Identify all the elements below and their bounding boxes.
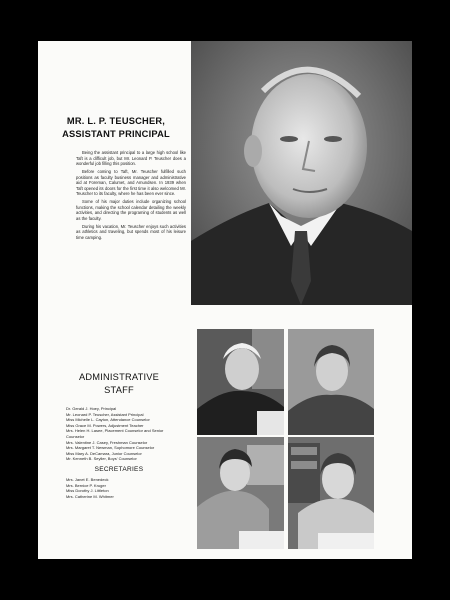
staff-list-item: Counselor xyxy=(66,433,85,439)
staff-list-item: Miss Grace M. Powers, Adjustment Teacher xyxy=(66,422,144,428)
admin-title-line2: STAFF xyxy=(104,385,134,395)
secretary-list-item: Mrs. Catherine M. Whitmer xyxy=(66,493,114,499)
article-paragraph: Being the assistant principal to a large high school like Taft is a difficult job, but Mr. Leonard P. Teuscher does a wonderful job filling this position. xyxy=(76,150,186,166)
secretary-list-item: Mrs. Bernice P. Kruger xyxy=(66,482,106,488)
staff-list-item: Mrs. Helen H. Lasee, Placement Counselor and Senior xyxy=(66,428,164,434)
secretary-list-item: Miss Dorothy J. Littleton xyxy=(66,488,109,494)
secretaries-title: SECRETARIES xyxy=(94,466,144,473)
feature-article xyxy=(76,150,186,243)
staff-list-item: Miss Michelle L. Cayton, Attendance Counselor xyxy=(66,417,150,423)
article-paragraph: Before coming to Taft, Mr. Teuscher fulfilled such positions as faculty business manager and administrative aid at Foreman, Calumet, and Amundsen. In 1939 when Taft opened its doors for the first time it also welcomed Mr. Teuscher to its faculty, where he has been ever since. xyxy=(76,169,186,196)
article-paragraph: Some of his major duties include organizing school functions, making the school calendar detailing the weekly activities, and directing the programing of students as well as the faculty. xyxy=(76,199,186,221)
staff-list-item: Mr. Kenneth B. Seyller, Boys' Counselor xyxy=(66,456,137,462)
staff-photo-2 xyxy=(288,329,374,435)
staff-photo-4 xyxy=(288,437,374,549)
staff-list xyxy=(66,406,190,462)
staff-list-item: Miss Mary A. DeCamara, Junior Counselor xyxy=(66,450,142,456)
staff-photo-3 xyxy=(197,437,284,549)
admin-title-line1: ADMINISTRATIVE xyxy=(78,372,160,382)
staff-photo-1 xyxy=(197,329,284,435)
article-paragraph: During his vacation, Mr. Teuscher enjoys such activities as athletics and traveling, but spends most of his leisure time camping. xyxy=(76,223,186,240)
yearbook-page xyxy=(38,41,412,559)
secretary-list-item: Mrs. Janet E. Benedeck xyxy=(66,477,109,482)
feature-title-line1: MR. L. P. TEUSCHER, xyxy=(66,116,166,126)
staff-list-item: Mrs. Margaret T. Newman, Sophomore Counselor xyxy=(66,445,155,451)
staff-list-item: Mrs. Valentine J. Casey, Freshman Counselor xyxy=(66,439,148,445)
portrait-photo-teuscher xyxy=(191,41,412,305)
staff-list-item: Dr. Gerald J. Hoey, Principal xyxy=(66,406,117,411)
admin-staff-title xyxy=(54,371,184,397)
feature-title xyxy=(46,115,186,141)
feature-title-line2: ASSISTANT PRINCIPAL xyxy=(62,129,170,139)
secretaries-list xyxy=(66,477,190,499)
staff-list-item: Mr. Leonard P. Teuscher, Assistant Principal xyxy=(66,411,144,417)
